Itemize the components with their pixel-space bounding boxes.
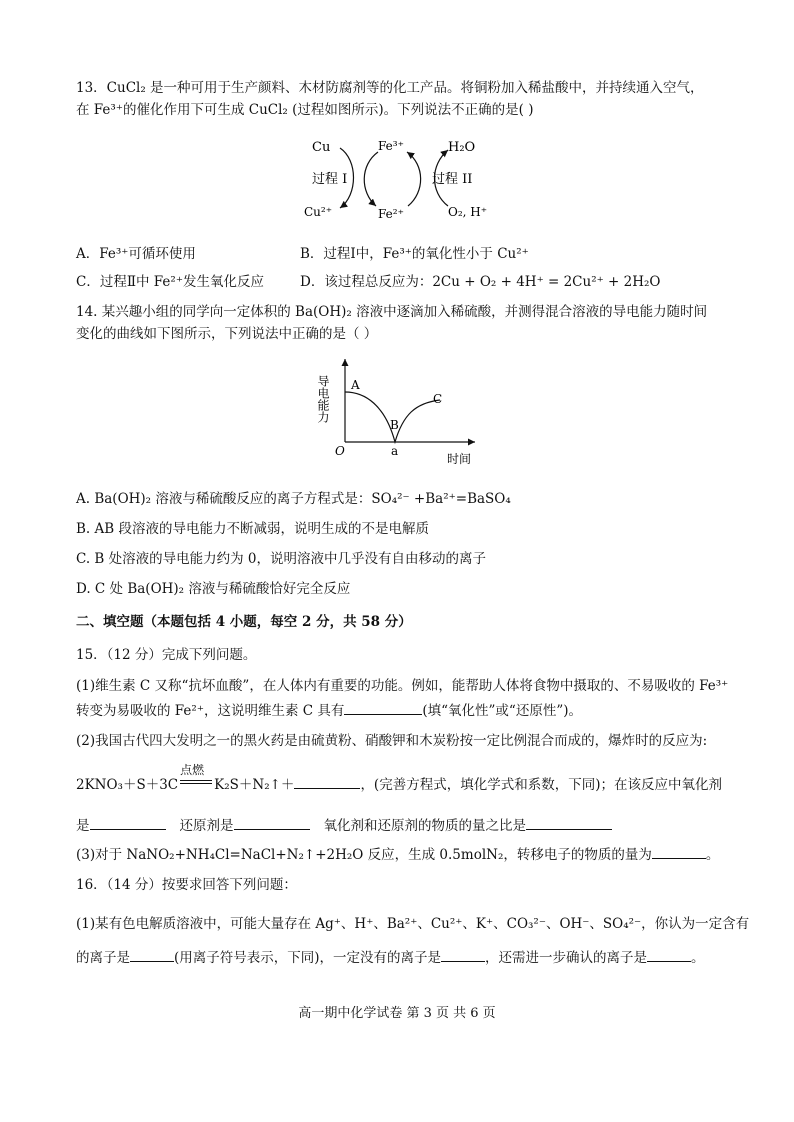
q13-line1: 13．CuCl₂ 是一种可用于生产颜料、木材防腐剂等的化工产品。将铜粉加入稀盐酸中，并持续通入空气， [76, 80, 704, 96]
label-process1: 过程 I [312, 172, 348, 187]
condition-label: 点燃 [180, 763, 205, 777]
label-fe3: Fe³⁺ [378, 139, 404, 153]
q16-prompt-confirm: ，还需进一步确认的离子是 [485, 950, 648, 966]
q13-option-d: D．该过程总反应为：2Cu + O₂ + 4H⁺ = 2Cu²⁺ + 2H₂O [300, 274, 661, 290]
equation-right: K₂S＋N₂↑＋ [214, 777, 295, 793]
q16-prompt-absent: (用离子符号表示，下同)，一定没有的离子是 [174, 950, 442, 966]
q14-option-c: C. B 处溶液的导电能力约为 0，说明溶液中几乎没有自由移动的离子 [76, 551, 487, 567]
q16-blank-3[interactable] [647, 947, 691, 962]
label-process2: 过程 II [432, 172, 473, 187]
q15-equation-line [76, 763, 722, 794]
reaction-arrow [178, 763, 214, 789]
point-c-label: C [433, 392, 443, 406]
conductivity-graph [315, 355, 490, 467]
reductant-prompt: 还原剂是 [179, 818, 234, 834]
q15-blank-2[interactable] [294, 774, 360, 789]
q15-part3-end: 。 [705, 847, 720, 863]
q16-end: 。 [691, 950, 705, 966]
x-axis-label: 时间 [447, 452, 472, 466]
q14-option-b: B. AB 段溶液的导电能力不断减弱，说明生成的不是电解质 [76, 521, 429, 537]
q16-blank-2[interactable] [441, 947, 485, 962]
ratio-prompt: 氧化剂和还原剂的物质的量之比是 [323, 818, 526, 834]
equation-instructions: ，(完善方程式，填化学式和系数，下同)；在该反应中氧化剂 [360, 777, 722, 793]
q14-option-a: A. Ba(OH)₂ 溶液与稀硫酸反应的离子方程式是：SO₄²⁻ +Ba²⁺=BaSO₄ [76, 491, 511, 507]
q15-blank-6[interactable] [652, 844, 706, 859]
q15-part2-line1: (2)我国古代四大发明之一的黑火药是由硫黄粉、硝酸钾和木炭粉按一定比例混合而成的，爆炸时的反应为: [76, 733, 708, 749]
q15-part1-hint: (填“氧化性”或“还原性”)。 [422, 703, 582, 719]
q15-blank-1[interactable] [344, 700, 422, 715]
q16-prompt-present: 的离子是 [76, 950, 130, 966]
q13-option-b: B．过程Ⅰ中，Fe³⁺的氧化性小于 Cu²⁺ [300, 246, 529, 262]
q15-part1-line1: (1)维生素 C 又称“抗坏血酸”，在人体内有重要的功能。例如，能帮助人体将食物中摄取的、不易吸收的 Fe³⁺ [76, 678, 729, 694]
q15-part3-text: (3)对于 NaNO₂+NH₄Cl=NaCl+N₂↑+2H₂O 反应，生成 0.5molN₂，转移电子的物质的量为 [76, 847, 652, 863]
label-fe2: Fe²⁺ [378, 207, 404, 221]
q14-line2: 变化的曲线如下图所示，下列说法中正确的是（ ） [76, 326, 378, 342]
catalytic-cycle-diagram [290, 130, 510, 230]
label-h2o: H₂O [448, 140, 476, 155]
q13-option-c: C．过程Ⅱ中 Fe²⁺发生氧化反应 [76, 274, 264, 290]
q15-part1-text: 转变为易吸收的 Fe²⁺，这说明维生素 C 具有 [76, 703, 345, 719]
q13-line2: 在 Fe³⁺的催化作用下可生成 CuCl₂ (过程如图所示)。下列说法不正确的是( ) [76, 102, 534, 118]
point-b-label: B [390, 418, 399, 432]
q16-part1-line2 [76, 947, 705, 967]
label-cu: Cu [312, 140, 331, 155]
q16-heading: 16．（14 分）按要求回答下列问题： [76, 877, 297, 893]
label-o2h: O₂, H⁺ [448, 205, 488, 219]
tick-a-label: a [391, 444, 399, 458]
q14-option-d: D. C 处 Ba(OH)₂ 溶液与稀硫酸恰好完全反应 [76, 581, 351, 597]
equation-left: 2KNO₃＋S＋3C [76, 777, 179, 793]
q15-part2-line3 [76, 815, 612, 835]
q16-blank-1[interactable] [130, 947, 174, 962]
q15-blank-5[interactable] [526, 815, 612, 830]
q14-line1: 14. 某兴趣小组的同学向一定体积的 Ba(OH)₂ 溶液中逐滴加入稀硫酸，并测得混合溶液的导电能力随时间 [76, 304, 708, 320]
q15-part3-line [76, 844, 719, 864]
q13-option-a: A．Fe³⁺可循环使用 [76, 246, 196, 262]
q15-blank-3[interactable] [90, 815, 166, 830]
page-footer: 高一期中化学试卷 第 3 页 共 6 页 [298, 1006, 496, 1021]
conductivity-curve [345, 392, 443, 442]
point-a-label: A [351, 378, 360, 392]
arc-process2-left [407, 152, 421, 206]
label-cu2: Cu²⁺ [304, 205, 333, 219]
y-axis-label: 导电能力 [316, 375, 330, 423]
q15-heading: 15．（12 分）完成下列问题。 [76, 647, 257, 663]
arc-process1-right [364, 152, 378, 206]
q15-part1-line2 [76, 700, 582, 720]
q15-blank-4[interactable] [234, 815, 310, 830]
origin-label: O [335, 444, 345, 458]
q16-part1-line1: (1)某有色电解质溶液中，可能大量存在 Ag⁺、H⁺、Ba²⁺、Cu²⁺、K⁺、CO₃²⁻、OH⁻、SO₄²⁻，你认为一定含有 [76, 916, 750, 932]
section-heading: 二、填空题（本题包括 4 小题，每空 2 分，共 58 分） [76, 614, 412, 630]
oxidant-prompt: 是 [76, 818, 90, 834]
